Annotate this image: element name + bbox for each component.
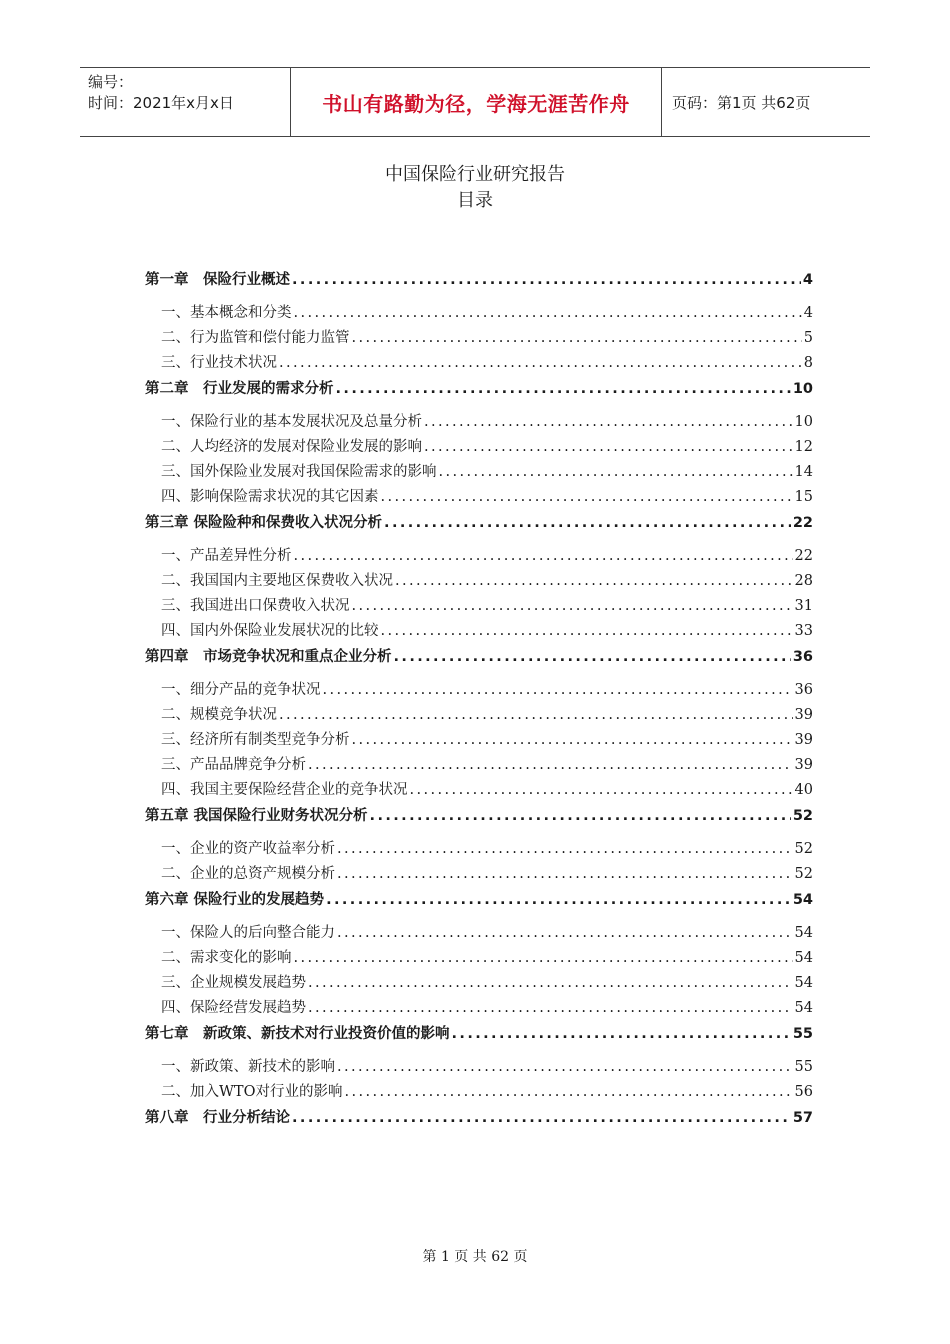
toc-entry-page: 31	[794, 598, 813, 614]
toc-entry-label: 一、企业的资产收益率分析	[161, 841, 335, 857]
toc-dot-leader	[294, 546, 793, 566]
toc-section-entry[interactable]	[145, 680, 813, 705]
toc-entry-label: 第二章 行业发展的需求分析	[145, 381, 334, 397]
toc-entry-page: 15	[794, 489, 813, 505]
toc-entry-page: 10	[792, 381, 813, 397]
toc-section-entry[interactable]	[145, 621, 813, 646]
toc-dot-leader	[337, 1057, 793, 1077]
toc-entry-page: 4	[803, 305, 813, 321]
toc-section-entry[interactable]	[145, 328, 813, 353]
toc-dot-leader	[370, 805, 791, 827]
toc-chapter-entry[interactable]	[145, 378, 813, 412]
toc-dot-leader	[326, 889, 791, 911]
toc-section-entry[interactable]	[145, 303, 813, 328]
toc-entry-label: 一、细分产品的竞争状况	[161, 682, 321, 698]
header-left-cell	[80, 68, 290, 136]
toc-entry-label: 四、我国主要保险经营企业的竞争状况	[161, 782, 408, 798]
toc-section-entry[interactable]	[145, 546, 813, 571]
toc-entry-page: 14	[794, 464, 813, 480]
toc-entry-page: 22	[792, 515, 813, 531]
toc-entry-page: 54	[794, 925, 813, 941]
table-of-contents	[145, 269, 813, 1141]
toc-dot-leader	[424, 412, 793, 432]
toc-dot-leader	[381, 621, 793, 641]
toc-section-entry[interactable]	[145, 437, 813, 462]
toc-section-entry[interactable]	[145, 487, 813, 512]
toc-entry-page: 56	[794, 1084, 813, 1100]
toc-entry-label: 第一章 保险行业概述	[145, 272, 290, 288]
toc-section-entry[interactable]	[145, 948, 813, 973]
toc-entry-page: 52	[794, 866, 813, 882]
toc-section-entry[interactable]	[145, 1057, 813, 1082]
toc-chapter-entry[interactable]	[145, 512, 813, 546]
toc-section-entry[interactable]	[145, 780, 813, 805]
toc-dot-leader	[292, 269, 801, 291]
toc-entry-page: 33	[794, 623, 813, 639]
toc-entry-label: 二、需求变化的影响	[161, 950, 292, 966]
document-title: 中国保险行业研究报告	[385, 164, 565, 185]
toc-entry-page: 8	[803, 355, 813, 371]
toc-entry-page: 5	[803, 330, 813, 346]
toc-entry-label: 三、产品品牌竞争分析	[161, 757, 306, 773]
toc-section-entry[interactable]	[145, 864, 813, 889]
toc-entry-label: 一、保险人的后向整合能力	[161, 925, 335, 941]
toc-dot-leader	[381, 487, 793, 507]
toc-dot-leader	[337, 923, 793, 943]
toc-dot-leader	[384, 512, 791, 534]
toc-chapter-entry[interactable]	[145, 646, 813, 680]
toc-entry-label: 一、新政策、新技术的影响	[161, 1059, 335, 1075]
toc-entry-label: 四、影响保险需求状况的其它因素	[161, 489, 379, 505]
toc-dot-leader	[294, 948, 793, 968]
toc-dot-leader	[395, 571, 793, 591]
toc-dot-leader	[352, 596, 793, 616]
toc-entry-label: 一、基本概念和分类	[161, 305, 292, 321]
toc-entry-page: 52	[794, 841, 813, 857]
toc-dot-leader	[292, 1107, 791, 1129]
toc-section-entry[interactable]	[145, 730, 813, 755]
motto: 书山有路勤为径，学海无涯苦作舟	[290, 68, 662, 136]
toc-dot-leader	[323, 680, 793, 700]
toc-dot-leader	[424, 437, 793, 457]
toc-entry-page: 4	[802, 272, 813, 288]
toc-entry-page: 36	[792, 649, 813, 665]
toc-entry-label: 二、规模竞争状况	[161, 707, 277, 723]
toc-entry-label: 第六章 保险行业的发展趋势	[145, 892, 325, 908]
toc-entry-page: 10	[794, 414, 813, 430]
toc-dot-leader	[394, 646, 791, 668]
page-footer: 第 1 页 共 62 页	[422, 1249, 528, 1265]
toc-entry-page: 54	[792, 892, 813, 908]
toc-chapter-entry[interactable]	[145, 1107, 813, 1141]
toc-section-entry[interactable]	[145, 839, 813, 864]
toc-dot-leader	[337, 839, 793, 859]
toc-entry-page: 55	[792, 1026, 813, 1042]
toc-dot-leader	[344, 1082, 792, 1102]
toc-entry-label: 第三章 保险险种和保费收入状况分析	[145, 515, 383, 531]
toc-dot-leader	[279, 705, 793, 725]
toc-dot-leader	[336, 378, 791, 400]
toc-entry-label: 二、人均经济的发展对保险业发展的影响	[161, 439, 422, 455]
toc-entry-label: 第四章 市场竞争状况和重点企业分析	[145, 649, 392, 665]
toc-dot-leader	[352, 730, 793, 750]
toc-entry-page: 22	[794, 548, 813, 564]
toc-entry-label: 三、企业规模发展趋势	[161, 975, 306, 991]
toc-entry-label: 三、国外保险业发展对我国保险需求的影响	[161, 464, 437, 480]
header-table	[80, 67, 870, 137]
toc-chapter-entry[interactable]	[145, 889, 813, 923]
toc-section-entry[interactable]	[145, 412, 813, 437]
toc-section-entry[interactable]	[145, 973, 813, 998]
toc-chapter-entry[interactable]	[145, 269, 813, 303]
toc-entry-label: 二、我国国内主要地区保费收入状况	[161, 573, 393, 589]
toc-dot-leader	[294, 303, 802, 323]
toc-entry-page: 39	[794, 732, 813, 748]
toc-dot-leader	[410, 780, 793, 800]
toc-chapter-entry[interactable]	[145, 805, 813, 839]
number-label: 编号：	[88, 73, 134, 91]
toc-entry-page: 54	[794, 975, 813, 991]
toc-entry-page: 54	[794, 950, 813, 966]
toc-entry-label: 第五章 我国保险行业财务状况分析	[145, 808, 368, 824]
toc-entry-page: 39	[794, 707, 813, 723]
toc-entry-label: 一、保险行业的基本发展状况及总量分析	[161, 414, 422, 430]
page-info: 页码：第1页 共62页	[672, 93, 811, 112]
toc-section-entry[interactable]	[145, 571, 813, 596]
toc-dot-leader	[452, 1023, 791, 1045]
toc-entry-page: 12	[794, 439, 813, 455]
toc-entry-label: 二、企业的总资产规模分析	[161, 866, 335, 882]
toc-section-entry[interactable]	[145, 923, 813, 948]
toc-entry-label: 第七章 新政策、新技术对行业投资价值的影响	[145, 1026, 450, 1042]
toc-entry-label: 三、行业技术状况	[161, 355, 277, 371]
toc-entry-page: 28	[794, 573, 813, 589]
toc-entry-page: 52	[792, 808, 813, 824]
toc-dot-leader	[279, 353, 802, 373]
toc-dot-leader	[337, 864, 793, 884]
toc-entry-label: 三、我国进出口保费收入状况	[161, 598, 350, 614]
toc-entry-label: 第八章 行业分析结论	[145, 1110, 290, 1126]
toc-entry-label: 一、产品差异性分析	[161, 548, 292, 564]
time-label: 时间：2021年x月x日	[88, 94, 234, 112]
toc-dot-leader	[308, 998, 793, 1018]
toc-section-entry[interactable]	[145, 705, 813, 730]
toc-entry-label: 二、加入WTO对行业的影响	[161, 1084, 343, 1100]
toc-dot-leader	[352, 328, 802, 348]
toc-chapter-entry[interactable]	[145, 1023, 813, 1057]
toc-section-entry[interactable]	[145, 462, 813, 487]
toc-section-entry[interactable]	[145, 353, 813, 378]
toc-entry-label: 四、保险经营发展趋势	[161, 1000, 306, 1016]
toc-entry-page: 40	[794, 782, 813, 798]
toc-entry-label: 三、经济所有制类型竞争分析	[161, 732, 350, 748]
toc-entry-page: 54	[794, 1000, 813, 1016]
toc-entry-page: 55	[794, 1059, 813, 1075]
toc-section-entry[interactable]	[145, 1082, 813, 1107]
toc-entry-label: 二、行为监管和偿付能力监管	[161, 330, 350, 346]
toc-section-entry[interactable]	[145, 755, 813, 780]
toc-dot-leader	[308, 973, 793, 993]
toc-dot-leader	[308, 755, 793, 775]
toc-entry-page: 36	[794, 682, 813, 698]
toc-entry-label: 四、国内外保险业发展状况的比较	[161, 623, 379, 639]
toc-title: 目录	[457, 190, 493, 211]
toc-entry-page: 57	[792, 1110, 813, 1126]
toc-dot-leader	[439, 462, 793, 482]
toc-entry-page: 39	[794, 757, 813, 773]
toc-section-entry[interactable]	[145, 998, 813, 1023]
toc-section-entry[interactable]	[145, 596, 813, 621]
